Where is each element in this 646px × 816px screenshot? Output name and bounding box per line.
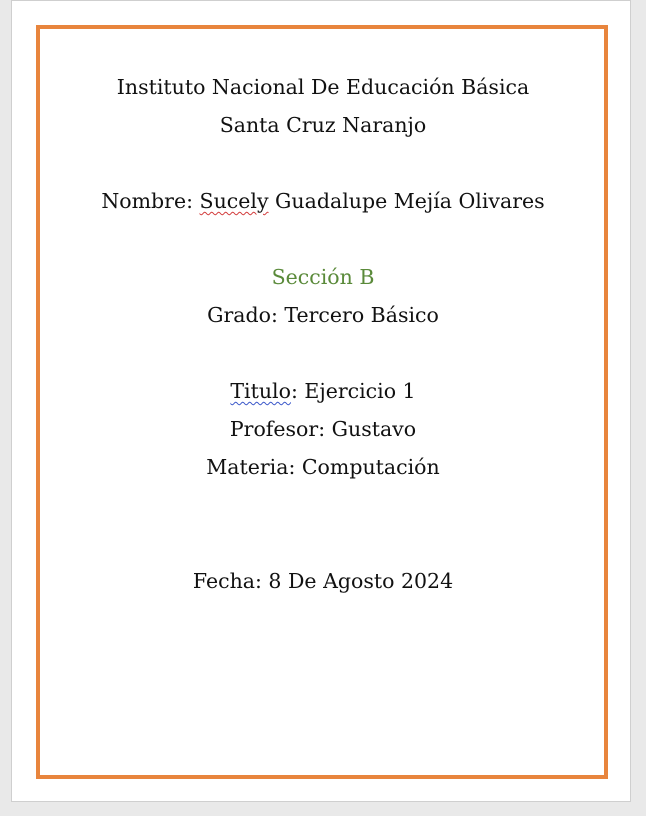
grade-line: Grado: Tercero Básico: [207, 303, 439, 327]
section-heading: Sección B: [271, 265, 375, 289]
title-line: [0, 378, 646, 404]
name-label: Nombre:: [101, 189, 200, 213]
subject-line: Materia: Computación: [206, 455, 440, 479]
teacher-line: Profesor: Gustavo: [229, 417, 417, 441]
title-value: : Ejercicio 1: [290, 379, 416, 403]
school-name: Instituto Nacional De Educación Básica: [116, 75, 530, 99]
student-name-line: [0, 188, 646, 214]
name-first-misspelled[interactable]: Sucely: [199, 189, 269, 213]
school-location: Santa Cruz Naranjo: [219, 113, 427, 137]
date-line: Fecha: 8 De Agosto 2024: [192, 569, 454, 593]
title-label-flagged[interactable]: Titulo: [230, 379, 291, 403]
name-rest: Guadalupe Mejía Olivares: [268, 189, 545, 213]
